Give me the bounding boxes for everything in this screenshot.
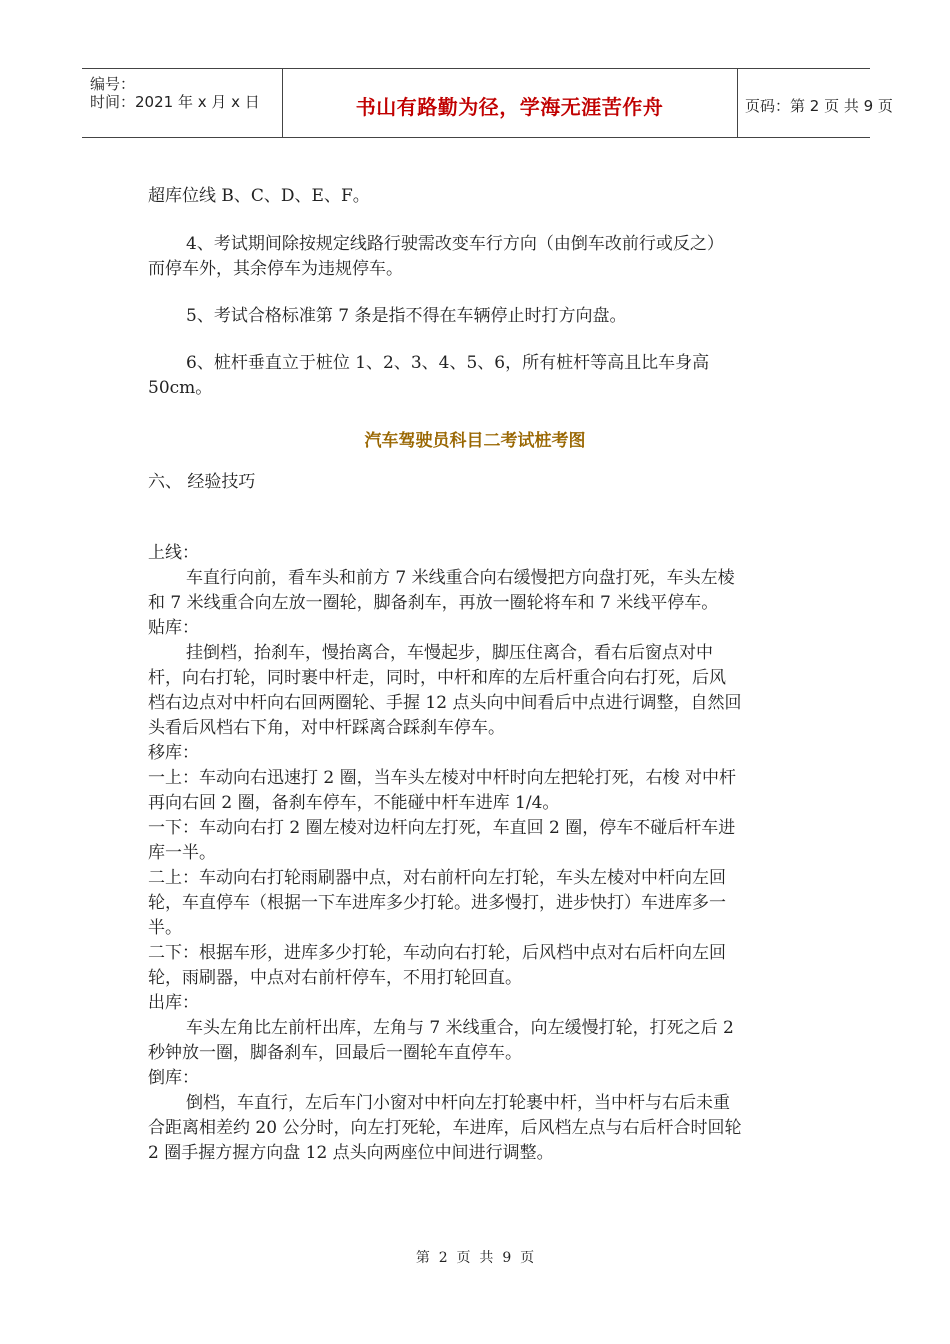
chuku-line-1: 车头左角比左前杆出库，左角与 7 米线重合，向左缓慢打轮，打死之后 2	[186, 1018, 734, 1038]
daoku-line-3: 2 圈手握方握方向盘 12 点头向两座位中间进行调整。	[148, 1143, 554, 1163]
daoku-line-2: 合距离相差约 20 公分时，向左打死轮，车进库，后风档左点与右后杆合时回轮	[148, 1118, 742, 1138]
daoku-label: 倒库：	[148, 1068, 199, 1088]
chuku-line-2: 秒钟放一圈，脚备刹车，回最后一圈轮车直停车。	[148, 1043, 522, 1063]
yiku-label: 移库：	[148, 743, 199, 763]
rule-6-line-2: 50cm。	[148, 378, 213, 398]
document-date: 时间：2021 年 x 月 x 日	[90, 93, 260, 111]
shangxian-line-1: 车直行向前，看车头和前方 7 米线重合向右缓慢把方向盘打死，车头左棱	[186, 568, 735, 588]
tieku-label: 贴库：	[148, 618, 199, 638]
page-footer: 第 2 页 共 9 页	[415, 1250, 535, 1266]
yiku-line-7: 半。	[148, 918, 182, 938]
header-page-cell	[737, 69, 893, 137]
yiku-line-9: 轮，雨刷器，中点对右前杆停车，不用打轮回直。	[148, 968, 522, 988]
section-heading: 六、 经验技巧	[148, 472, 256, 492]
yiku-line-5: 二上：车动向右打轮雨刷器中点，对右前杆向左打轮，车头左棱对中杆向左回	[148, 868, 726, 888]
header-motto: 书山有路勤为径，学海无涯苦作舟	[355, 95, 664, 119]
tieku-line-3: 档右边点对中杆向右回两圈轮、手握 12 点头向中间看后中点进行调整，自然回	[148, 693, 742, 713]
tieku-line-4: 头看后风档右下角，对中杆踩离合踩刹车停车。	[148, 718, 505, 738]
header-page-code: 页码：第 2 页 共 9 页	[745, 97, 893, 115]
tieku-line-1: 挂倒档，抬刹车，慢抬离合，车慢起步，脚压住离合，看右后窗点对中	[186, 643, 713, 663]
yiku-line-1: 一上：车动向右迅速打 2 圈，当车头左棱对中杆时向左把轮打死，右梭 对中杆	[148, 768, 737, 788]
figure-title: 汽车驾驶员科目二考试桩考图	[364, 431, 586, 451]
document-number-label: 编号：	[90, 75, 136, 93]
rule-4-line-1: 4、考试期间除按规定线路行驶需改变车行方向（由倒车改前行或反之）	[186, 234, 724, 254]
yiku-line-4: 库一半。	[148, 843, 216, 863]
rule-5: 5、考试合格标准第 7 条是指不得在车辆停止时打方向盘。	[186, 306, 627, 326]
shangxian-label: 上线：	[148, 543, 199, 563]
yiku-line-3: 一下：车动向右打 2 圈左棱对边杆向左打死，车直回 2 圈，停车不碰后杆车进	[148, 818, 736, 838]
rule-continuation: 超库位线 B、C、D、E、F。	[148, 186, 370, 206]
shangxian-line-2: 和 7 米线重合向左放一圈轮，脚备刹车，再放一圈轮将车和 7 米线平停车。	[148, 593, 719, 613]
header-motto-cell	[282, 69, 738, 137]
rule-4-line-2: 而停车外，其余停车为违规停车。	[148, 259, 403, 279]
yiku-line-2: 再向右回 2 圈，备刹车停车，不能碰中杆车进库 1/4。	[148, 793, 560, 813]
daoku-line-1: 倒档，车直行，左后车门小窗对中杆向左打轮裹中杆，当中杆与右后未重	[186, 1093, 730, 1113]
tieku-line-2: 杆，向右打轮，同时裹中杆走，同时，中杆和库的左后杆重合向右打死，后风	[148, 668, 726, 688]
rule-6-line-1: 6、桩杆垂直立于桩位 1、2、3、4、5、6，所有桩杆等高且比车身高	[186, 353, 710, 373]
yiku-line-6: 轮，车直停车（根据一下车进库多少打轮。进多慢打，进步快打）车进库多一	[148, 893, 726, 913]
header-meta-cell	[82, 69, 283, 137]
chuku-label: 出库：	[148, 993, 199, 1013]
page-header	[82, 68, 893, 138]
yiku-line-8: 二下：根据车形，进库多少打轮，车动向右打轮，后风档中点对右后杆向左回	[148, 943, 726, 963]
